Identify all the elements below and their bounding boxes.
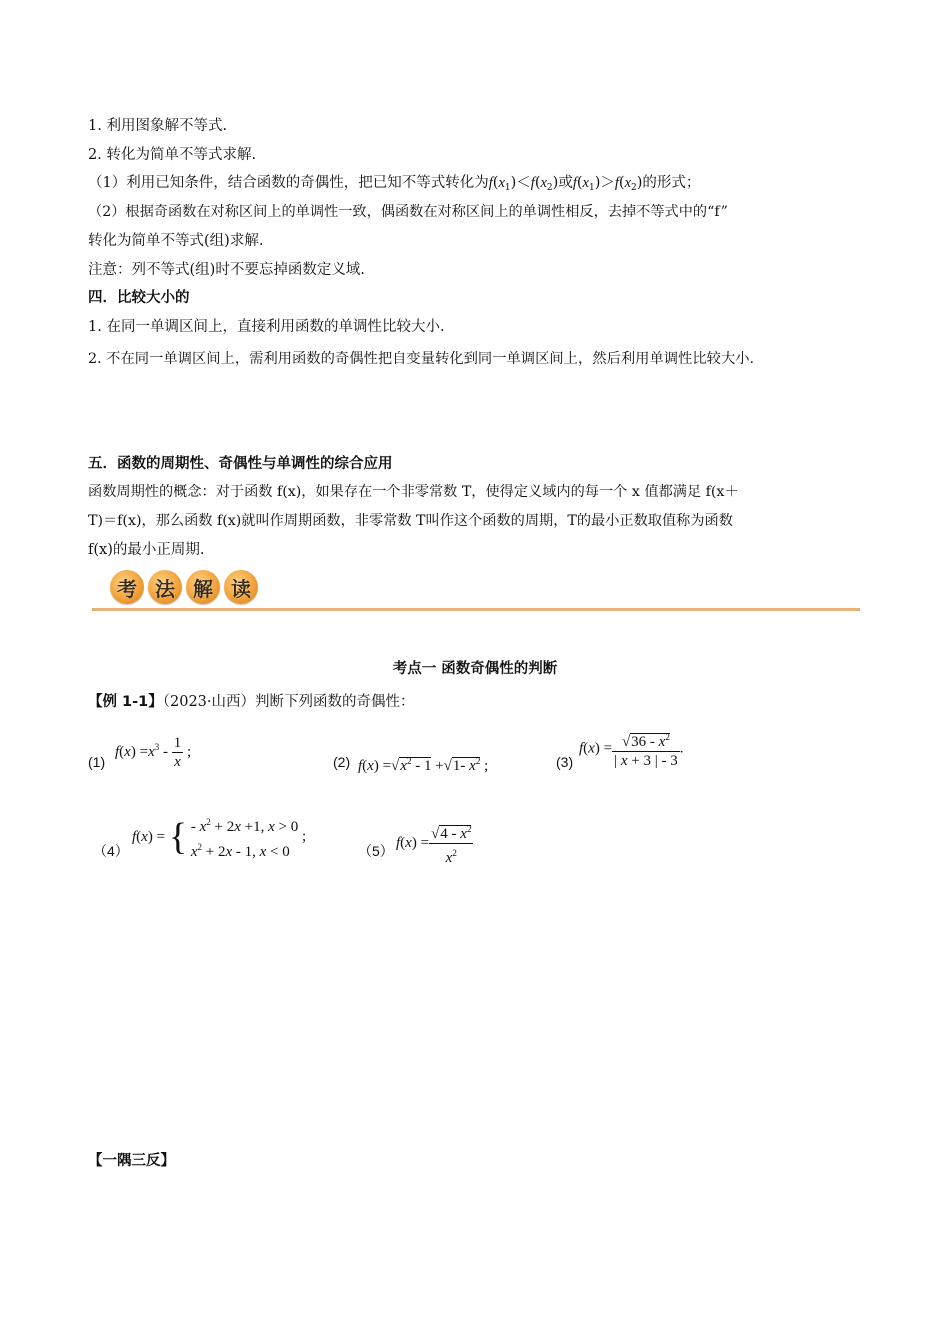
- banner-char-3: 解: [186, 570, 220, 604]
- formula-4: f(x) = { - $x^2 + 2x +1$, x > 0 $x^2 + 2x - 1$, x < 0 ;: [132, 816, 307, 860]
- para-line-1: 函数周期性的概念：对于函数 f(x)，如果存在一个非零常数 T，使得定义域内的每一个 x 值都满足 f(x＋: [88, 484, 739, 500]
- text-line-3b: 或: [558, 175, 573, 191]
- formula-5: f(x) = $\frac{√4 - x^2}{x^2}$: [396, 820, 473, 867]
- banner-char-1: 考: [110, 570, 144, 604]
- text-line-3a: （1）利用已知条件，结合函数的奇偶性，把已知不等式转化为: [88, 175, 489, 191]
- item-4-number: （4）: [93, 843, 129, 859]
- example-text: 判断下列函数的奇偶性：: [255, 694, 415, 710]
- text-line-3c: 的形式；: [642, 175, 701, 191]
- item-1-number: (1): [88, 754, 106, 770]
- kaodian-title: 考点一 函数奇偶性的判断: [392, 661, 558, 677]
- item-2-number: (2): [333, 754, 351, 770]
- yiyu-sanfan-heading: 【一隅三反】: [88, 1153, 175, 1169]
- text-line-2: 2. 转化为简单不等式求解.: [88, 147, 257, 163]
- para-line-3: f(x)的最小正周期.: [88, 542, 205, 558]
- banner-char-2: 法: [148, 570, 182, 604]
- text-line-3: （1）利用已知条件，结合函数的奇偶性，把已知不等式转化为$f(x_1)<f(x_2)$或$f(x_1)>f(x_2)$的形式；: [88, 175, 701, 193]
- item-3-number: (3): [556, 754, 574, 770]
- para-line-2: T)＝f(x)，那么函数 f(x)就叫作周期函数，非零常数 T叫作这个函数的周期，T的最小正数取值称为函数: [88, 513, 733, 529]
- section-banner: [92, 566, 860, 614]
- banner-char-4: 读: [224, 570, 258, 604]
- text-line-8: 2. 不在同一单调区间上，需利用函数的奇偶性把自变量转化到同一单调区间上，然后利用单调性比较大小.: [88, 351, 755, 367]
- section-heading-4: 四．比较大小的: [88, 290, 190, 306]
- text-line-7: 1. 在同一单调区间上，直接利用函数的单调性比较大小.: [88, 319, 445, 335]
- text-line-6: 注意：列不等式(组)时不要忘掉函数定义域.: [88, 262, 365, 278]
- section-heading-5: 五．函数的周期性、奇偶性与单调性的综合应用: [88, 456, 393, 472]
- banner-rule: [92, 608, 860, 611]
- text-line-5: 转化为简单不等式(组)求解.: [88, 233, 264, 249]
- formula-3: f(x) = $\frac{√36 - x^2}{| x + 3 | - 3}$ .: [579, 728, 683, 770]
- example-source: （2023·山西）: [162, 694, 256, 710]
- example-tag: 【例 1-1】: [88, 694, 163, 710]
- formula-1: $f(x) =x^3$ - $\frac{1}{x}$ ;: [115, 735, 192, 770]
- example-line: [88, 692, 415, 712]
- text-line-4: （2）根据奇函数在对称区间上的单调性一致，偶函数在对称区间上的单调性相反，去掉不等式中的“f”: [88, 204, 728, 220]
- item-5-number: （5）: [358, 843, 394, 859]
- text-line-1: 1. 利用图象解不等式.: [88, 118, 228, 134]
- formula-2: $f(x) =√x^2 - 1 +√1-$ $x^2$ ;: [358, 756, 489, 774]
